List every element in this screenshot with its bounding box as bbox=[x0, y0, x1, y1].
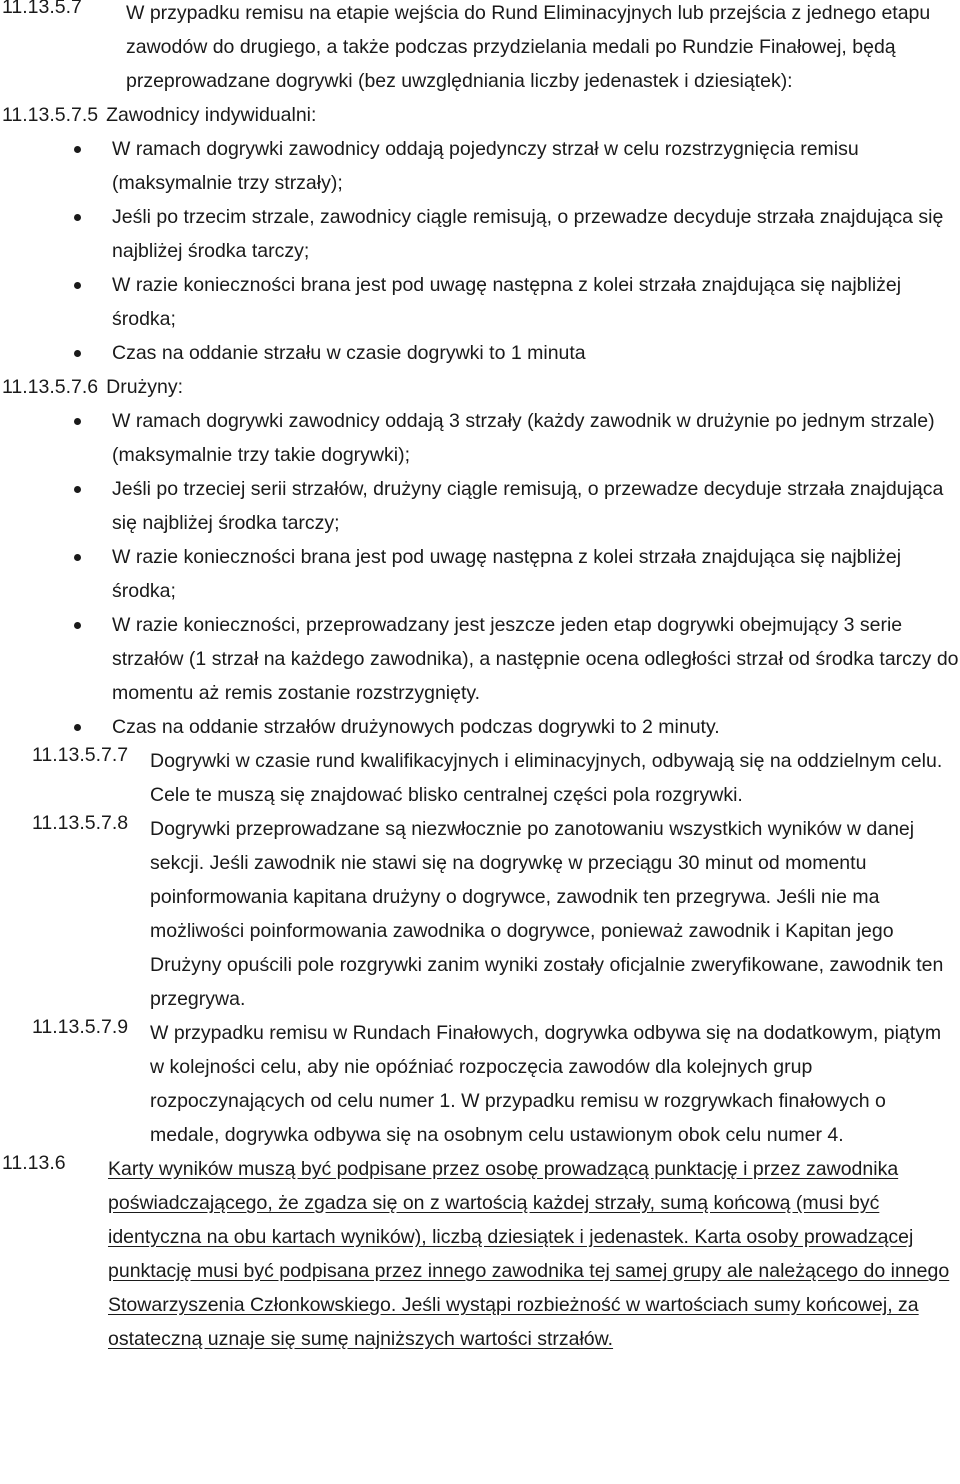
bullet-list-individual bbox=[2, 132, 960, 370]
section-heading-individual: Zawodnicy indywidualni: bbox=[106, 104, 317, 126]
list-item: W razie konieczności brana jest pod uwagę następna z kolei strzała znajdująca się najbliżej środka; bbox=[2, 268, 960, 336]
paragraph-number: 11.13.5.7.5 bbox=[2, 104, 99, 126]
paragraph-11-13-5-7-5 bbox=[2, 98, 960, 370]
list-item: Jeśli po trzecim strzale, zawodnicy ciągle remisują, o przewadze decyduje strzała znajdująca się najbliżej środka tarczy; bbox=[2, 200, 960, 268]
paragraph-11-13-5-7-8 bbox=[32, 812, 960, 1016]
paragraph-number: 11.13.5.7.8 bbox=[32, 812, 129, 834]
paragraph-11-13-5-7 bbox=[2, 0, 960, 98]
list-item: Czas na oddanie strzałów drużynowych podczas dogrywki to 2 minuty. bbox=[2, 710, 960, 744]
paragraph-11-13-6 bbox=[0, 1152, 960, 1356]
paragraph-11-13-5-7-7 bbox=[32, 744, 960, 812]
paragraph-heading-line bbox=[2, 370, 960, 404]
paragraph-text: Dogrywki przeprowadzane są niezwłocznie po zanotowaniu wszystkich wyników w danej sekcji. Jeśli zawodnik nie stawi się na dogrywkę w przeciągu 30 minut od momentu poinformowania kapitana drużyny o dogrywce, zawodnik ten przegrywa. Jeśli nie ma możliwości poinformowania zawodnika o dogrywce, ponieważ zawodnik i Kapitan jego Drużyny opuścili pole rozgrywki zanim wyniki zostały oficjalnie zweryfikowane, zawodnik ten przegrywa. bbox=[150, 818, 944, 1010]
list-item: W ramach dogrywki zawodnicy oddają pojedynczy strzał w celu rozstrzygnięcia remisu (maksymalnie trzy strzały); bbox=[2, 132, 960, 200]
list-item: W razie konieczności, przeprowadzany jest jeszcze jeden etap dogrywki obejmujący 3 serie strzałów (1 strzał na każdego zawodnika), a następnie ocena odległości strzał od środka tarczy do momentu aż remis zostanie rozstrzygnięty. bbox=[2, 608, 960, 710]
paragraph-number: 11.13.5.7.6 bbox=[2, 376, 99, 398]
paragraph-number: 11.13.6 bbox=[2, 1152, 66, 1174]
list-item: Czas na oddanie strzału w czasie dogrywki to 1 minuta bbox=[2, 336, 960, 370]
paragraph-11-13-5-7-6 bbox=[2, 370, 960, 744]
list-item: W ramach dogrywki zawodnicy oddają 3 strzały (każdy zawodnik w drużynie po jednym strzale) (maksymalnie trzy takie dogrywki); bbox=[2, 404, 960, 472]
paragraph-number: 11.13.5.7.9 bbox=[32, 1016, 129, 1038]
section-heading-teams: Drużyny: bbox=[106, 376, 184, 398]
list-item: W razie konieczności brana jest pod uwagę następna z kolei strzała znajdująca się najbliżej środka; bbox=[2, 540, 960, 608]
paragraph-number: 11.13.5.7 bbox=[2, 0, 82, 18]
bullet-list-teams bbox=[2, 404, 960, 744]
paragraph-text: W przypadku remisu na etapie wejścia do Rund Eliminacyjnych lub przejścia z jednego etapu zawodów do drugiego, a także podczas przydzielania medali po Rundzie Finałowej, będą przeprowadzane dogrywki (bez uwzględniania liczby jedenastek i dziesiątek): bbox=[126, 2, 931, 92]
paragraph-heading-line bbox=[2, 98, 960, 132]
paragraph-text: W przypadku remisu w Rundach Finałowych, dogrywka odbywa się na dodatkowym, piątym w kolejności celu, aby nie opóźniać rozpoczęcia zawodów dla kolejnych grup rozpoczynających od celu numer 1. W przypadku remisu w rozgrywkach finałowych o medale, dogrywka odbywa się na osobnym celu ustawionym obok celu numer 4. bbox=[150, 1022, 942, 1146]
paragraph-11-13-5-7-9 bbox=[32, 1016, 960, 1152]
paragraph-text-underlined: Karty wyników muszą być podpisane przez osobę prowadzącą punktację i przez zawodnika poświadczającego, że zgadza się on z wartością każdej strzały, sumą końcową (musi być identyczna na obu kartach wyników), liczbą dziesiątek i jedenastek. Karta osoby prowadzącej punktację musi być podpisana przez innego zawodnika tej samej grupy ale należącego do innego Stowarzyszenia Członkowskiego. Jeśli wystąpi rozbieżność w wartościach sumy końcowej, za ostateczną uznaje się sumę najniższych wartości strzałów. bbox=[108, 1158, 950, 1350]
paragraph-number: 11.13.5.7.7 bbox=[32, 744, 129, 766]
list-item: Jeśli po trzeciej serii strzałów, drużyny ciągle remisują, o przewadze decyduje strzała znajdująca się najbliżej środka tarczy; bbox=[2, 472, 960, 540]
paragraph-text: Dogrywki w czasie rund kwalifikacyjnych i eliminacyjnych, odbywają się na oddzielnym celu. Cele te muszą się znajdować blisko centralnej części pola rozgrywki. bbox=[150, 750, 943, 806]
